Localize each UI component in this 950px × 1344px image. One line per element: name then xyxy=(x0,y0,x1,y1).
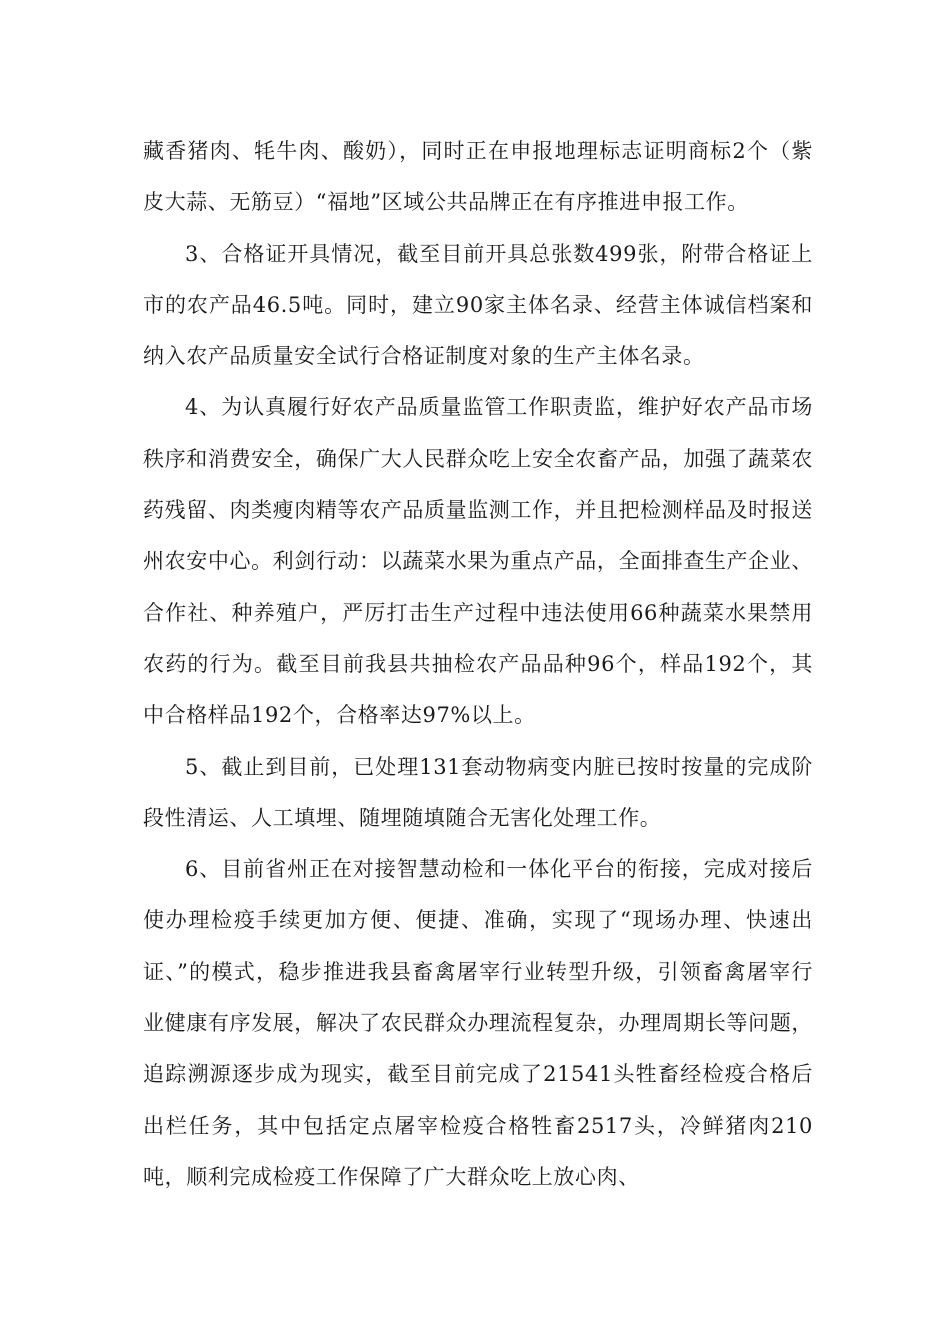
paragraph-item-5: 5、截止到目前，已处理131套动物病变内脏已按时按量的完成阶段性清运、人工填埋、随埋随填随合无害化处理工作。 xyxy=(143,754,813,830)
paragraph-item-3: 3、合格证开具情况，截至目前开具总张数499张，附带合格证上市的农产品46.5吨。同时，建立90家主体名录、经营主体诚信档案和纳入农产品质量安全试行合格证制度对象的生产主体名录。 xyxy=(143,241,813,369)
paragraph-item-6: 6、目前省州正在对接智慧动检和一体化平台的衔接，完成对接后使办理检疫手续更加方便、便捷、准确，实现了“现场办理、快速出证、”的模式，稳步推进我县畜禽屠宰行业转型升级，引领畜禽屠宰行业健康有序发展，解决了农民群众办理流程复杂，办理周期长等问题，追踪溯源逐步成为现实，截至目前完成了21541头牲畜经检疫合格后出栏任务，其中包括定点屠宰检疫合格牲畜2517头，冷鲜猪肉210吨，顺利完成检疫工作保障了广大群众吃上放心肉、 xyxy=(143,857,813,1189)
document-body xyxy=(143,126,813,1203)
paragraph-continuation: 藏香猪肉、牦牛肉、酸奶），同时正在申报地理标志证明商标2个（紫皮大蒜、无筋豆）“福地”区域公共品牌正在有序推进申报工作。 xyxy=(143,139,813,215)
paragraph-item-4: 4、为认真履行好农产品质量监管工作职责监，维护好农产品市场秩序和消费安全，确保广大人民群众吃上安全农畜产品，加强了蔬菜农药残留、肉类瘦肉精等农产品质量监测工作，并且把检测样品及时报送州农安中心。利剑行动：以蔬菜水果为重点产品，全面排查生产企业、合作社、种养殖户，严厉打击生产过程中违法使用66种蔬菜水果禁用农药的行为。截至目前我县共抽检农产品品种96个，样品192个，其中合格样品192个，合格率达97%以上。 xyxy=(143,395,813,728)
